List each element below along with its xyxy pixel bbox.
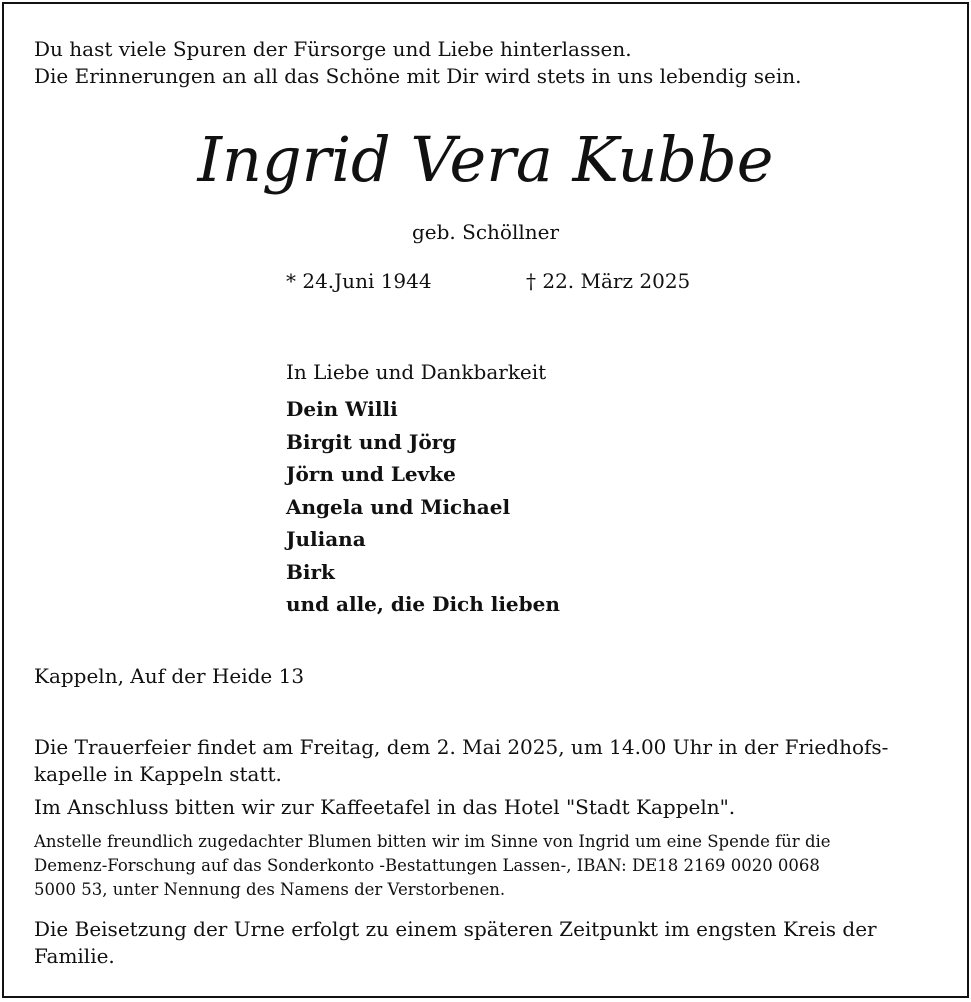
maiden-name: geb. Schöllner <box>411 220 560 244</box>
donation-line-3: 5000 53, unter Nennung des Namens der Verstorbenen. <box>34 880 506 899</box>
birth-date: * 24.Juni 1944 <box>286 269 432 293</box>
mourner-name: Jörn und Levke <box>286 462 456 486</box>
mourner-name: und alle, die Dich lieben <box>286 592 560 616</box>
mourner-name: Angela und Michael <box>286 494 511 519</box>
mourner-name: Birgit und Jörg <box>286 429 457 454</box>
donation-line-1: Anstelle freundlich zugedachter Blumen bitten wir im Sinne von Ingrid um eine Spende für die <box>34 832 831 851</box>
reception-info: Im Anschluss bitten wir zur Kaffeetafel in das Hotel "Stadt Kappeln". <box>34 795 736 819</box>
burial-line-2: Familie. <box>34 944 115 968</box>
funeral-line-2: kapelle in Kappeln statt. <box>34 762 282 786</box>
burial-info <box>34 916 877 970</box>
mourner-name: Dein Willi <box>286 397 398 421</box>
burial-line-1: Die Beisetzung der Urne erfolgt zu einem späteren Zeitpunkt im engsten Kreis der <box>34 917 877 941</box>
quote-line-2: Die Erinnerungen an all das Schöne mit Dir wird stets in uns lebendig sein. <box>34 64 802 88</box>
donation-line-2: Demenz-Forschung auf das Sonderkonto -Bestattungen Lassen-, IBAN: DE18 2169 0020 0068 <box>34 856 820 875</box>
death-date: † 22. März 2025 <box>526 269 691 293</box>
mourner-name: Birk <box>286 559 335 584</box>
deceased-name: Ingrid Vera Kubbe <box>197 123 774 196</box>
mourner-name: Juliana <box>286 527 366 551</box>
donation-info <box>34 830 831 902</box>
quote-line-1: Du hast viele Spuren der Fürsorge und Liebe hinterlassen. <box>34 37 632 61</box>
obituary-notice <box>2 2 969 998</box>
mourners-list <box>286 393 560 621</box>
mourners-intro: In Liebe und Dankbarkeit <box>286 360 547 384</box>
memorial-quote <box>34 36 801 90</box>
funeral-info <box>34 734 888 788</box>
funeral-line-1: Die Trauerfeier findet am Freitag, dem 2. Mai 2025, um 14.00 Uhr in der Friedhofs- <box>34 735 889 759</box>
family-address: Kappeln, Auf der Heide 13 <box>34 664 305 688</box>
